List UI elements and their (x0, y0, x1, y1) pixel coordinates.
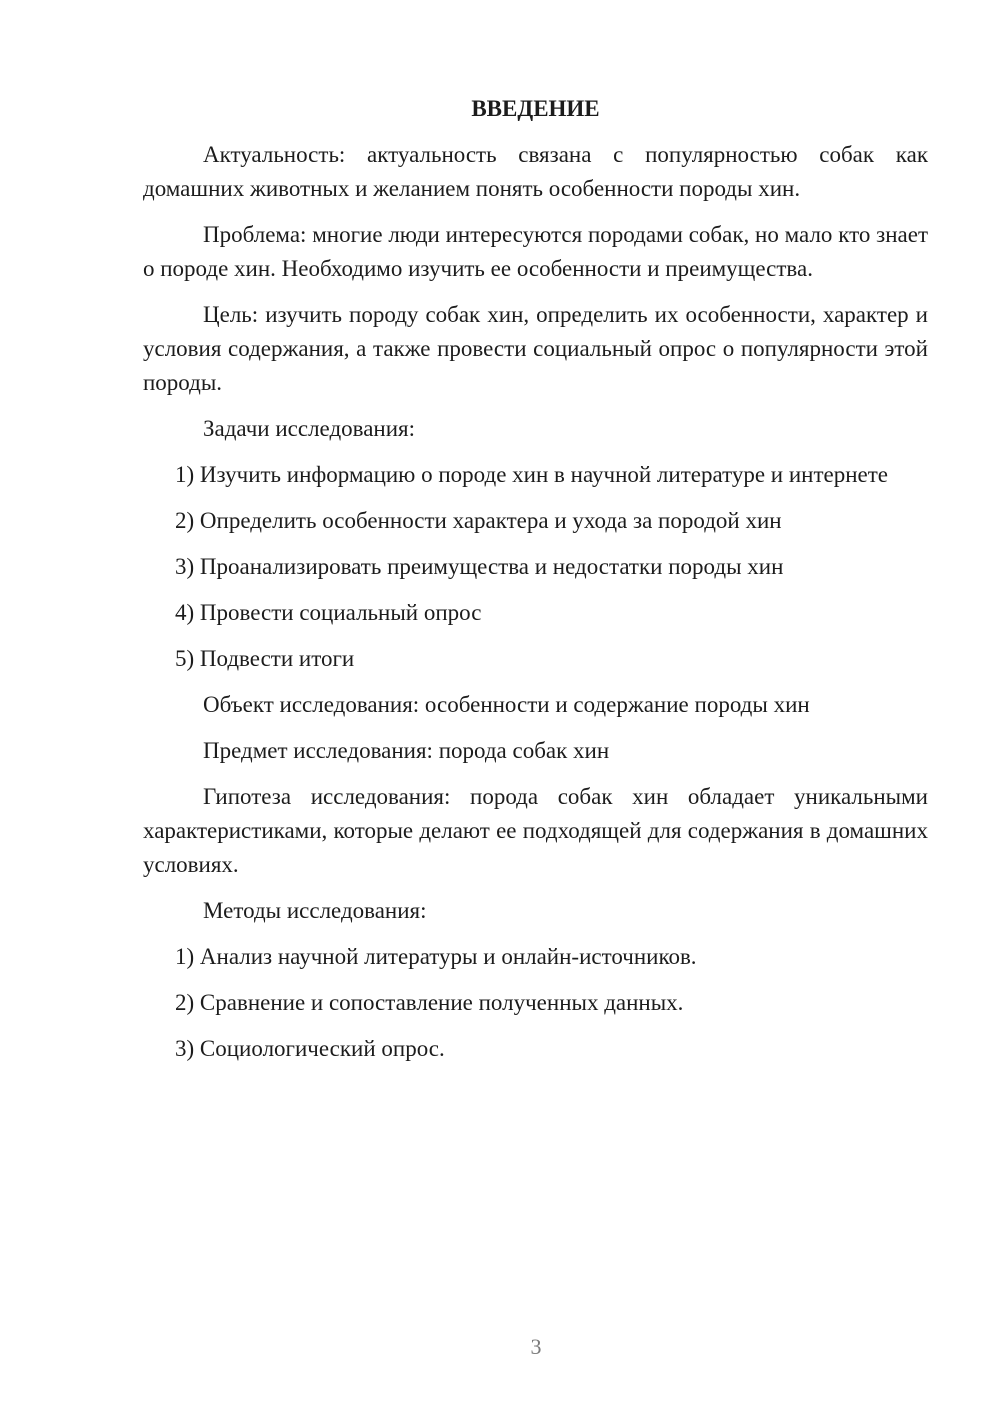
tasks-title: Задачи исследования: (203, 416, 416, 441)
method-item: 1) Анализ научной литературы и онлайн-источников. (175, 944, 697, 969)
hypothesis-paragraph: Гипотеза исследования: порода собак хин обладает уникальными характеристиками, которые делают ее подходящей для содержания в домашних условиях. (143, 784, 928, 877)
problem-paragraph: Проблема: многие люди интересуются породами собак, но мало кто знает о породе хин. Необходимо изучить ее особенности и преимущества. (143, 222, 928, 281)
goal-paragraph: Цель: изучить породу собак хин, определить их особенности, характер и условия содержания, а также провести социальный опрос о популярности этой породы. (143, 302, 928, 395)
task-item: 1) Изучить информацию о породе хин в научной литературе и интернете (175, 462, 889, 487)
method-item: 3) Социологический опрос. (175, 1036, 445, 1061)
task-item: 5) Подвести итоги (175, 646, 355, 671)
page-content (143, 92, 928, 1078)
methods-title: Методы исследования: (203, 898, 427, 923)
task-item: 3) Проанализировать преимущества и недостатки породы хин (175, 554, 784, 579)
task-item: 2) Определить особенности характера и ухода за породой хин (175, 508, 782, 533)
section-heading: ВВЕДЕНИЕ (471, 96, 600, 121)
method-item: 2) Сравнение и сопоставление полученных данных. (175, 990, 684, 1015)
task-item: 4) Провести социальный опрос (175, 600, 482, 625)
object-paragraph: Объект исследования: особенности и содержание породы хин (203, 692, 810, 717)
subject-paragraph: Предмет исследования: порода собак хин (203, 738, 610, 763)
page-number: 3 (530, 1334, 542, 1359)
relevance-paragraph: Актуальность: актуальность связана с популярностью собак как домашних животных и желанием понять особенности породы хин. (143, 142, 928, 201)
